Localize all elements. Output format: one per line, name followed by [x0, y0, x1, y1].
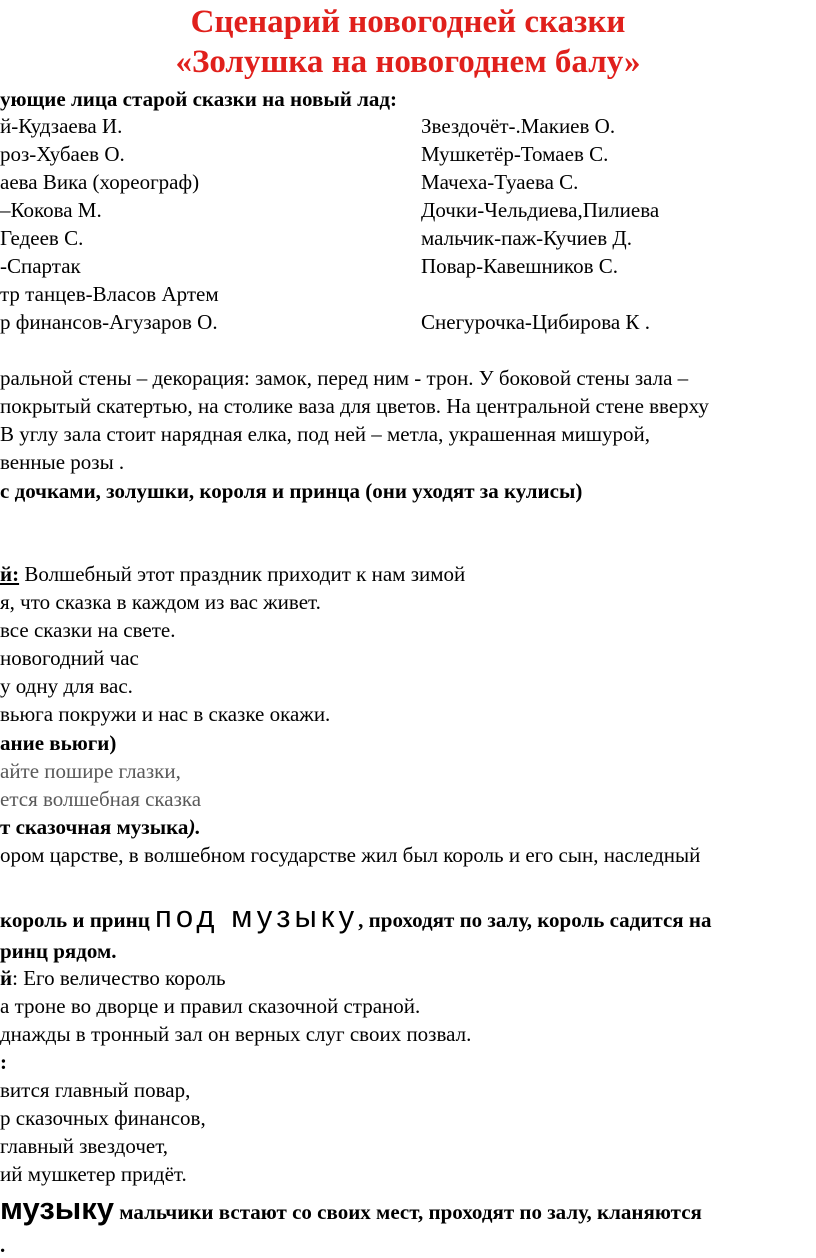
cast-heading: ующие лица старой сказки на новый лад: — [0, 87, 398, 111]
boys-note-music: музыку — [0, 1191, 114, 1226]
boys-note-text: мальчики встают со своих мест, проходят по залу, кланяются — [114, 1200, 702, 1224]
king-entry-part-3: , проходят по залу, король садится на — [358, 908, 712, 932]
cast-left-1: й-Кудзаева И. — [0, 114, 123, 138]
kingdom-line: ором царстве, в волшебном государстве жил был король и его сын, наследный — [0, 843, 701, 867]
cast-left-2: роз-Хубаев О. — [0, 142, 125, 166]
king-speech-line-2: р сказочных финансов, — [0, 1106, 206, 1130]
cast-right-3: Мачеха-Туаева С. — [421, 170, 579, 194]
cast-right-6: Повар-Кавешников С. — [421, 254, 618, 278]
title-line-2: «Золушка на новогоднем балу» — [175, 44, 641, 80]
cast-left-3: аева Вика (хореограф) — [0, 170, 200, 194]
cast-right-5: мальчик-паж-Кучиев Д. — [421, 226, 632, 250]
narrator1-line-1 — [0, 561, 465, 587]
cast-left-8: р финансов-Агузаров О. — [0, 310, 218, 334]
blizzard-note: ание вьюги) — [0, 731, 117, 755]
king-entry-line-1 — [0, 899, 712, 934]
narrator1-line-4: новогодний час — [0, 646, 139, 670]
narrator2-line-3: днажды в тронный зал он верных слуг своих позвал. — [0, 1022, 472, 1046]
music-note — [0, 814, 201, 840]
boys-note-line-1 — [0, 1191, 702, 1226]
king-entry-music: под музыку — [155, 899, 359, 934]
king-speech-line-3: главный звездочет, — [0, 1134, 169, 1158]
king-speech-line-4: ий мушкетер придёт. — [0, 1162, 187, 1186]
boys-note-line-2: . — [0, 1233, 6, 1257]
narrator2-text-1: : Его величество король — [12, 966, 226, 990]
king-entry-line-2: ринц рядом. — [0, 939, 117, 963]
title-line-1: Сценарий новогодней сказки — [190, 4, 626, 40]
narrator1-text-1: Волшебный этот праздник приходит к нам зимой — [19, 562, 466, 586]
music-note-emphasis: сказочная музыка — [15, 815, 189, 839]
gray-line-2: ется волшебная сказка — [0, 787, 202, 811]
narrator1-line-6: вьюга покружи и нас в сказке окажи. — [0, 702, 331, 726]
cast-right-4: Дочки-Чельдиева,Пилиева — [421, 198, 660, 222]
decor-line-2: покрытый скатертью, на столике ваза для цветов. На центральной стене вверху — [0, 394, 709, 418]
decor-line-3: В углу зала стоит нарядная елка, под ней – метла, украшенная мишурой, — [0, 422, 650, 446]
king-speech-line-1: вится главный повар, — [0, 1078, 191, 1102]
gray-line-1: айте пошире глазки, — [0, 759, 181, 783]
narrator1-line-3: все сказки на свете. — [0, 618, 176, 642]
narrator2-line-1 — [0, 965, 226, 991]
cast-left-6: -Спартак — [0, 254, 81, 278]
cast-left-7: тр танцев-Власов Артем — [0, 282, 219, 306]
exit-note: с дочками, золушки, короля и принца (они уходят за кулисы) — [0, 479, 583, 503]
narrator2-speaker: й — [0, 966, 13, 990]
king-entry-part-1: король и принц — [0, 908, 156, 932]
decor-line-4: венные розы . — [0, 450, 125, 474]
music-note-prefix: т — [0, 815, 16, 839]
cast-right-2: Мушкетёр-Томаев С. — [421, 142, 609, 166]
narrator1-line-2: я, что сказка в каждом из вас живет. — [0, 590, 321, 614]
cast-right-1: Звездочёт-.Макиев О. — [421, 114, 616, 138]
cast-left-5: Гедеев С. — [0, 226, 84, 250]
cast-right-8: Снегурочка-Цибирова К . — [421, 310, 650, 334]
cast-left-4: –Кокова М. — [0, 198, 102, 222]
narrator1-speaker: й: — [0, 562, 20, 586]
narrator2-line-2: а троне во дворце и правил сказочной страной. — [0, 994, 421, 1018]
narrator1-line-5: у одну для вас. — [0, 674, 133, 698]
decor-line-1: ральной стены – декорация: замок, перед ним - трон. У боковой стены зала – — [0, 366, 689, 390]
king-speech-speaker: : — [0, 1050, 7, 1074]
music-note-suffix: ). — [188, 815, 201, 839]
